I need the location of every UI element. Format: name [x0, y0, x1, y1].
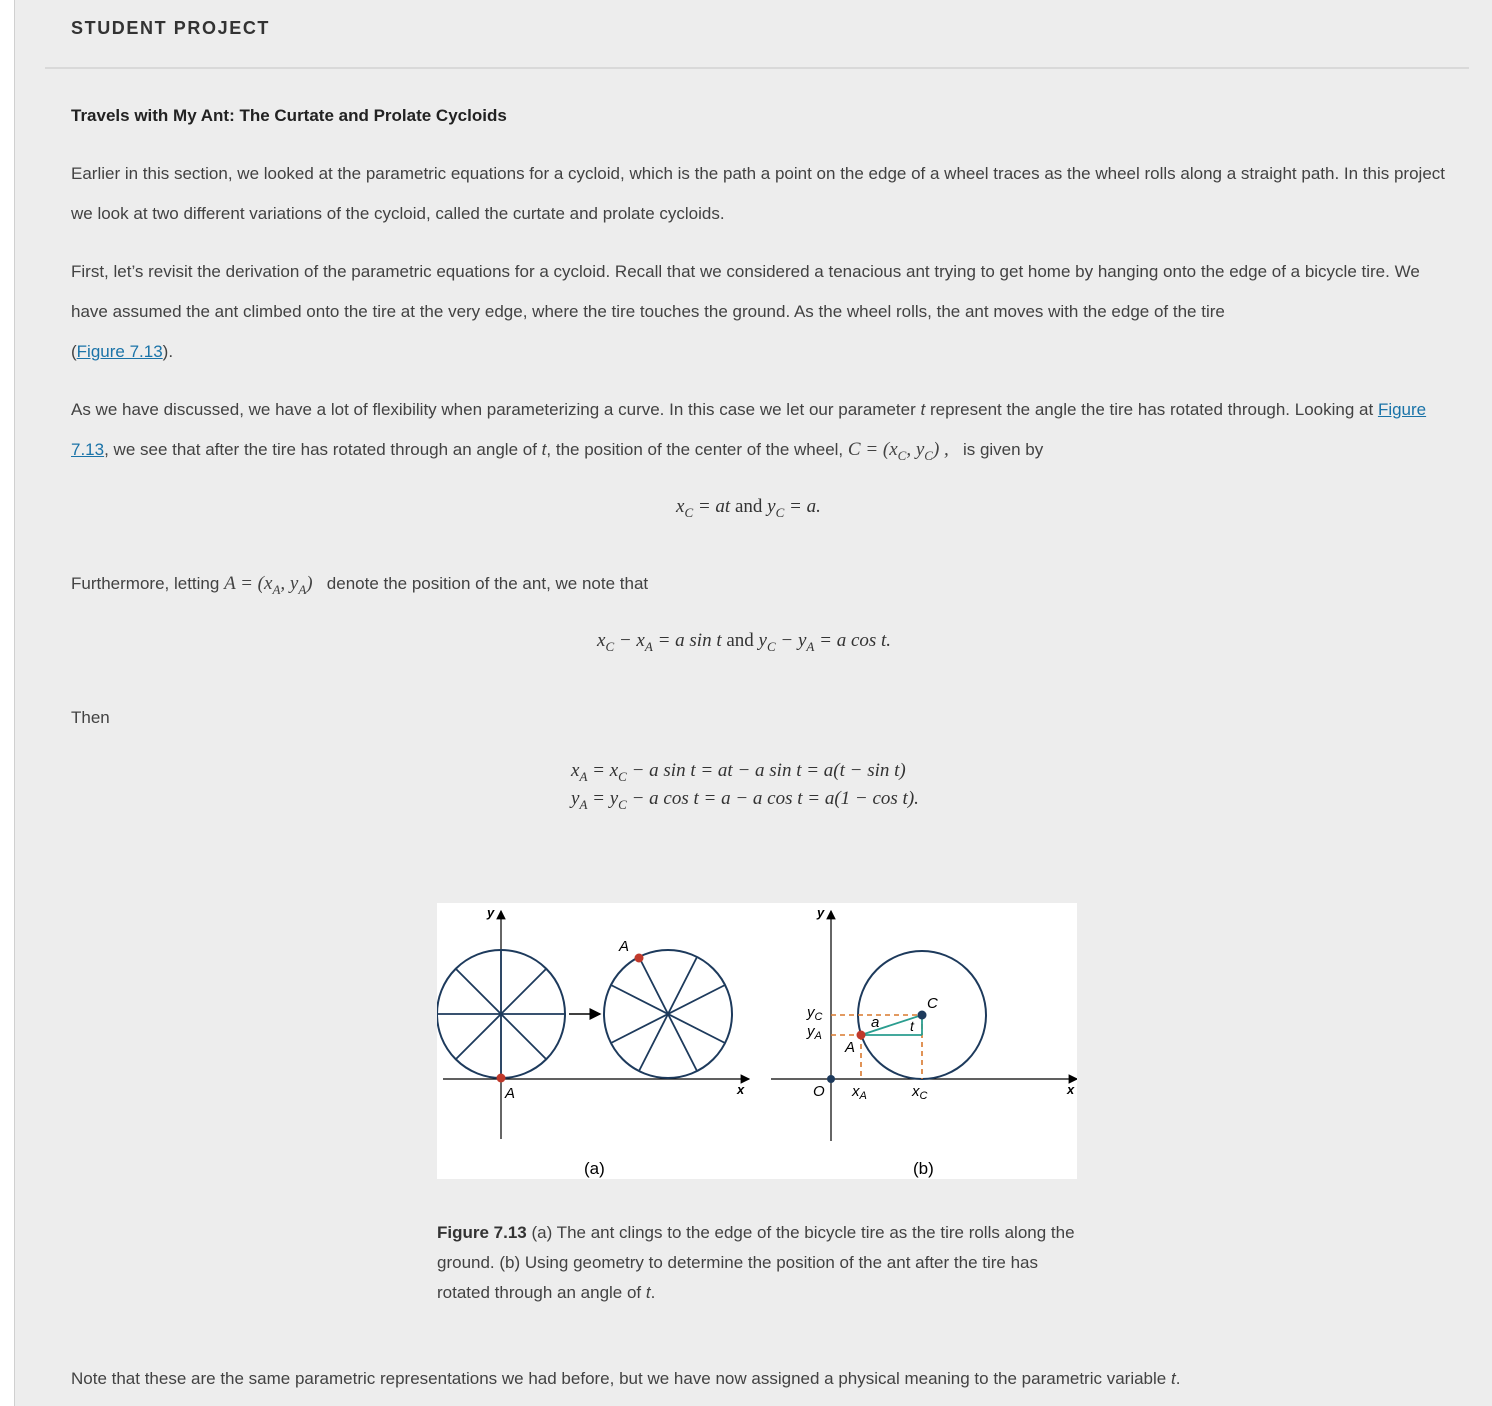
- equation-ya: [571, 788, 919, 813]
- math-sub: A: [272, 581, 281, 597]
- figure-link[interactable]: Figure 7.13: [71, 400, 1427, 459]
- text-part: , the position of the center of the wheel,: [546, 440, 844, 459]
- eq-part: x: [597, 630, 606, 651]
- eq-sub: C: [605, 638, 615, 654]
- paragraph-parameter: [71, 390, 1451, 476]
- equation-differences: [597, 630, 891, 655]
- y-axis-label: y: [817, 905, 825, 920]
- figure-7-13: [437, 903, 1077, 1179]
- math-center: [847, 439, 949, 463]
- section-header: STUDENT PROJECT: [71, 18, 271, 38]
- note-text: Note that these are the same parametric representations we had before, but we have now assigned a physical meaning to the parametric variable: [71, 1369, 1171, 1388]
- text-part: is given by: [962, 440, 1044, 459]
- figure-link[interactable]: Figure 7.13: [76, 342, 163, 361]
- eq-part: = x: [587, 760, 619, 781]
- eq-part: − a cos t = a − a cos t = a(1 − cos t).: [626, 788, 919, 809]
- math-part: A = (x: [224, 573, 273, 594]
- text-part: , we see that after the tire has rotated through an angle of: [104, 440, 537, 459]
- note-end: .: [1175, 1369, 1181, 1388]
- paragraph-intro: Earlier in this section, we looked at the parametric equations for a cycloid, which is the path a point on the edge of a wheel traces as the wheel rolls along a straight path. In this project we look at two different variations of the cycloid, called the curtate and prolate cycloids.: [71, 164, 1445, 223]
- eq-part: x: [676, 496, 685, 517]
- var-t: t: [1170, 1369, 1176, 1388]
- eq-part: y: [758, 630, 767, 651]
- math-sub: A: [298, 581, 307, 597]
- paren-open: (: [71, 342, 77, 361]
- text-part: denote the position of the ant, we note that: [326, 574, 649, 593]
- paren-close: ).: [162, 342, 174, 361]
- eq-sub: C: [618, 768, 627, 784]
- eq-part: and: [721, 630, 759, 651]
- caption-label: Figure 7.13: [437, 1223, 527, 1242]
- eq-part: = y: [587, 788, 619, 809]
- math-part: C = (x: [847, 439, 898, 460]
- ant-point-rotated: [635, 954, 644, 963]
- math-part: ): [306, 573, 313, 594]
- panel-a: [437, 905, 749, 1178]
- eq-part: x: [571, 760, 580, 781]
- eq-part: y: [571, 788, 580, 809]
- x-axis-label: x: [737, 1082, 745, 1097]
- eq-part: = at: [693, 496, 731, 517]
- eq-part: − x: [614, 630, 645, 651]
- eq-sub: C: [618, 796, 627, 812]
- ant-label-rotated: A: [619, 938, 630, 955]
- var-t: t: [920, 400, 926, 419]
- math-sub: C: [897, 447, 907, 463]
- angle-label: t: [910, 1018, 914, 1034]
- eq-part: and: [730, 496, 768, 517]
- x-axis-label: x: [1067, 1082, 1075, 1097]
- math-part: , y: [906, 439, 925, 460]
- text-part: As we have discussed, we have a lot of flexibility when parameterizing a curve. In this case we let our parameter: [71, 400, 916, 419]
- var-t: t: [541, 440, 547, 459]
- text-part: represent the angle the tire has rotated through. Looking at: [929, 400, 1374, 419]
- var-t: t: [645, 1283, 651, 1302]
- header-divider: [45, 67, 1469, 69]
- figure-caption: [437, 1218, 1077, 1308]
- paragraph-derivation: [71, 252, 1451, 372]
- caption-text: (a) The ant clings to the edge of the bicycle tire as the tire rolls along the ground. (b) Using geometry to determine the position of the ant after the tire has rotated through an angle of: [437, 1223, 1075, 1302]
- origin-point: [827, 1075, 835, 1083]
- math-sub: C: [924, 447, 933, 463]
- y-axis-label: y: [487, 905, 495, 920]
- eq-sub: A: [579, 796, 588, 812]
- eq-part: − a sin t = at − a sin t = a(t − sin t): [626, 760, 906, 781]
- eq-part: = a cos t.: [814, 630, 892, 651]
- eq-sub: A: [644, 638, 653, 654]
- panel-b-label: (b): [913, 1159, 934, 1178]
- paragraph-text: First, let’s revisit the derivation of the parametric equations for a cycloid. Recall that we considered a tenacious ant trying to get home by hanging onto the edge of a bicycle tire. We have assumed the ant climbed onto the tire at the very edge, where the tire touches the ground. As the wheel rolls, the ant moves with the edge of the tire: [71, 262, 1420, 321]
- xa-label: $x_A$: [852, 1083, 867, 1102]
- eq-sub: C: [766, 638, 776, 654]
- origin-label: O: [813, 1083, 825, 1100]
- equation-center: [676, 496, 821, 521]
- paragraph-note: [71, 1359, 1451, 1399]
- yc-label: $y_C$: [807, 1004, 823, 1023]
- paragraph-then: Then: [71, 708, 110, 727]
- panel-b: [771, 905, 1077, 1178]
- ya-label: $y_A$: [807, 1023, 822, 1042]
- eq-sub: A: [579, 768, 588, 784]
- project-title: Travels with My Ant: The Curtate and Prolate Cycloids: [71, 106, 507, 125]
- text-part: Furthermore, letting: [71, 574, 220, 593]
- equation-xa: [571, 760, 906, 785]
- eq-part: − y: [775, 630, 807, 651]
- paragraph-ant-position: [71, 564, 1451, 610]
- xc-label: $x_C$: [912, 1083, 928, 1102]
- ant-point: [857, 1031, 866, 1040]
- math-part: ) ,: [932, 439, 949, 460]
- caption-end: .: [650, 1283, 656, 1302]
- panel-a-label: (a): [584, 1159, 605, 1178]
- spokes-rotated: [611, 957, 725, 1071]
- eq-part: = a.: [784, 496, 821, 517]
- math-part: , y: [280, 573, 299, 594]
- eq-sub: C: [775, 504, 785, 520]
- eq-part: = a sin t: [652, 630, 722, 651]
- center-point: [918, 1011, 927, 1020]
- cycloid-diagram: [437, 903, 1077, 1179]
- student-project-panel: [14, 0, 1492, 1406]
- center-label: C: [927, 995, 938, 1012]
- spokes-initial: [437, 950, 565, 1078]
- radius-label: a: [871, 1014, 880, 1031]
- eq-sub: C: [684, 504, 694, 520]
- eq-part: y: [767, 496, 776, 517]
- ant-label-initial: A: [505, 1085, 516, 1102]
- math-ant: [224, 573, 313, 597]
- eq-sub: A: [806, 638, 815, 654]
- ant-point-initial: [497, 1074, 506, 1083]
- ant-label: A: [845, 1039, 856, 1056]
